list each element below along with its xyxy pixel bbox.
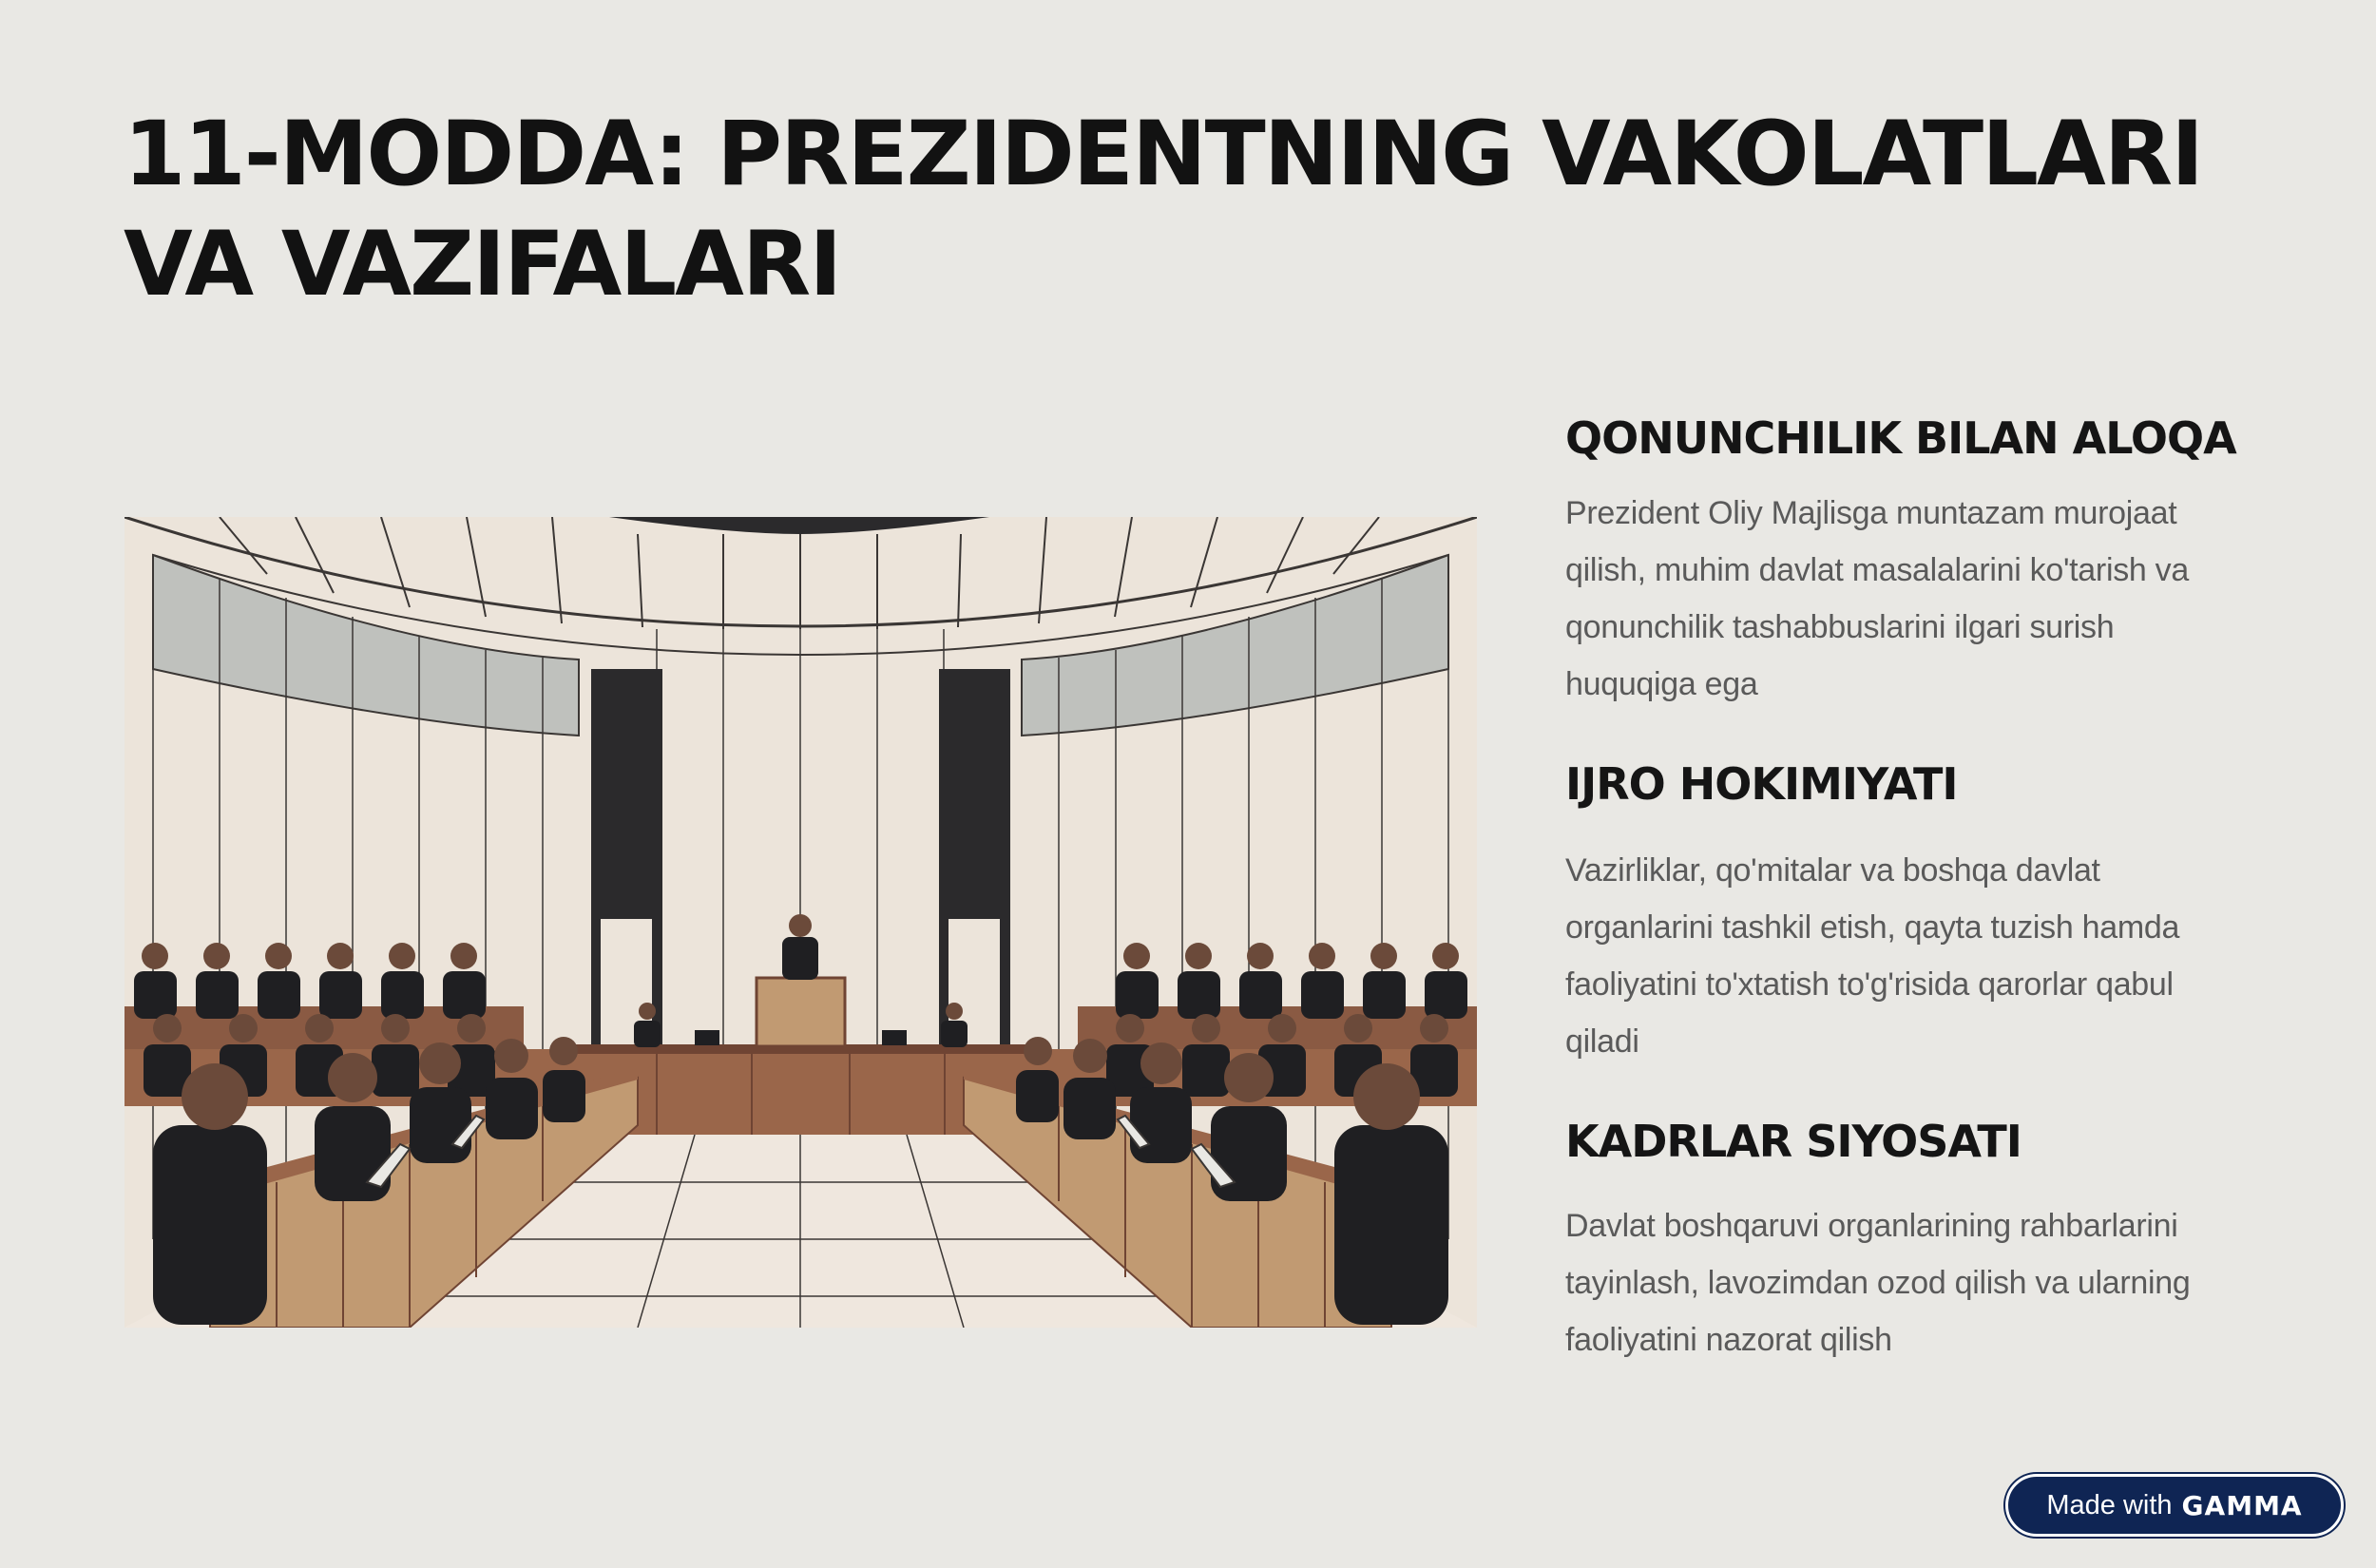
section-heading: QONUNCHILIK BILAN ALOQA [1565,412,2236,464]
section-legislation [1565,411,2250,713]
section-heading: KADRLAR SIYOSATI [1565,1116,2022,1167]
section-body: Prezident Oliy Majlisga muntazam murojaat qilish, muhim davlat masalalarini ko'tarish va qonunchilik tashabbuslarini ilgari surish huquqiga ega [1565,495,2189,702]
parliament-chamber-illustration [125,517,1477,1328]
badge-made-with-label: Made with [2046,1489,2173,1520]
section-executive [1565,756,2250,1070]
section-body: Vazirliklar, qo'mitalar va boshqa davlat organlarini tashkil etish, qayta tuzish hamda faoliyatini to'xtatish to'g'risida qarorlar qabul qiladi [1565,852,2180,1060]
section-personnel [1565,1114,2250,1368]
made-with-gamma-badge[interactable] [2005,1474,2344,1537]
section-heading: IJRO HOKIMIYATI [1565,758,1958,810]
slide-title: 11-MODDA: PREZIDENTNING VAKOLATLARI VA VAZIFALARI [124,103,2203,316]
gamma-logo: GAMMA [2181,1489,2303,1521]
sections-column [1565,411,2250,1368]
section-body: Davlat boshqaruvi organlarining rahbarlarini tayinlash, lavozimdan ozod qilish va ularning faoliyatini nazorat qilish [1565,1208,2191,1358]
